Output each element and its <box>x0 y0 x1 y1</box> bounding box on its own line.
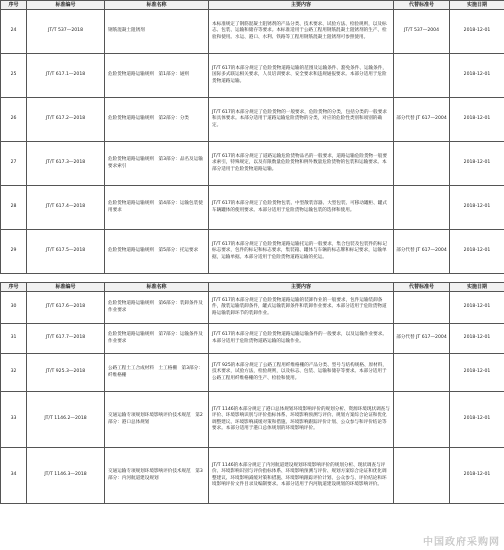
standard-code: JT/T 1146.2—2018 <box>27 392 105 448</box>
row-number: 32 <box>1 354 27 392</box>
main-content: JT/T 617的本部分规定了道路运输危险货物品名的一般要求，道路运输危险货物一般要求索引，特殊规定，以及有限数量危险货物和例外数量危险货物的包装和运输要求。本部分适用于危险货物道路运输。 <box>209 142 394 186</box>
header-date: 实施日期 <box>450 283 504 292</box>
main-content: 本标准规定了钢筋混凝土阻锈剂的产品分类、技术要求、试验方法、检验规则，以及标志、包装、运输和储存等要求。本标准适用于公路工程用钢筋混凝土阻锈剂的生产、检验和使用。水运、港口、水利、铁路等工程用钢筋混凝土阻锈剂可参照使用。 <box>209 10 394 54</box>
main-content: JT/T 925的本部分规定了公路工程用纤维格栅的产品分类、型号与结构规格、原材料，技术要求，试验方法，检验规则，以及标志、包装、运输和储存等要求。本部分适用于公路工程用纤维格栅的生产、检验和使用。 <box>209 354 394 392</box>
standard-code: JT/T 617.1—2018 <box>27 54 105 98</box>
table-row <box>1 292 504 324</box>
replaced-standard <box>394 54 450 98</box>
standard-code: JT/T 617.7—2018 <box>27 324 105 354</box>
standard-name: 危险货物道路运输规则 第7部分：运输条件及作业要求 <box>105 324 209 354</box>
main-content: JT/T 1146的本部分规定了港口总体规划环境影响评价的规划分析、资源环境现状调查与评价、环境影响识别与评价指标体系、环境影响预测与评价、规划方案综合论证和优化调整建议、环境影响减缓对策和措施、环境影响跟踪评价计划、公众参与和评价结论等要求。本部分适用于港口总体规划的环境影响评价。 <box>209 392 394 448</box>
table-row <box>1 54 504 98</box>
replaced-standard <box>394 354 450 392</box>
standard-code: JT/T 617.2—2018 <box>27 98 105 142</box>
header-row <box>1 283 504 292</box>
header-name: 标准名称 <box>105 283 209 292</box>
header-code: 标准编号 <box>27 1 105 10</box>
watermark: 中国政府采购网 <box>423 537 500 548</box>
standard-name: 钢筋混凝土阻锈剂 <box>105 10 209 54</box>
effective-date: 2018-12-01 <box>450 98 504 142</box>
main-content: JT/T 617的本部分规定了危险货物道路运输托运的一般要求，集合包装及包装件的标记标志要求，包件的标记和标志要求，集装箱、罐体与车辆的标志牌和标记要求，运输单据，运输单据。本部分适用于危险货物道路运输的托运。 <box>209 230 394 274</box>
effective-date: 2018-12-01 <box>450 354 504 392</box>
row-number: 28 <box>1 186 27 230</box>
standard-code: JT/T 617.4—2018 <box>27 186 105 230</box>
table-row <box>1 186 504 230</box>
row-number: 30 <box>1 292 27 324</box>
table-row <box>1 354 504 392</box>
table-row <box>1 230 504 274</box>
standard-code: JT/T 925.3—2018 <box>27 354 105 392</box>
main-content: JT/T 617的本部分规定了危险货物道路运输运输条件的一般要求，以及运输作业要求。本部分适用于危险货物道路运输的运输作业。 <box>209 324 394 354</box>
replaced-standard: 部分代替 JT 617—2004 <box>394 324 450 354</box>
standard-name: 公路工程土工合成材料 土工格栅 第3部分：纤维格栅 <box>105 354 209 392</box>
standard-code: JT/T 1146.3—2018 <box>27 448 105 504</box>
row-number: 24 <box>1 10 27 54</box>
header-content: 主要内容 <box>209 1 394 10</box>
header-replace: 代替标准号 <box>394 1 450 10</box>
replaced-standard <box>394 142 450 186</box>
standard-code: JT/T 537—2018 <box>27 10 105 54</box>
standard-name: 交通运输专项规划环境影响评价技术规范 第2部分：港口总体规划 <box>105 392 209 448</box>
main-content: JT/T 617的本部分规定了危险货物包装、中型散装容器、大型包装、可移动罐柜、罐式车辆罐体的使用要求。本部分适用于危险货物运输包装的选择和使用。 <box>209 186 394 230</box>
standard-name: 危险货物道路运输规则 第6部分：装卸条件及作业要求 <box>105 292 209 324</box>
replaced-standard: JT/T 537—2004 <box>394 10 450 54</box>
main-content: JT/T 617的本部分规定了危险货物的一般要求，危险货物的分类，包括分类的一般要求和具体要求。本部分适用于道路运输危险货物的分类，对应的危险性类别和项别的确定。 <box>209 98 394 142</box>
table-row <box>1 324 504 354</box>
header-date: 实施日期 <box>450 1 504 10</box>
effective-date: 2018-12-01 <box>450 292 504 324</box>
row-number: 29 <box>1 230 27 274</box>
replaced-standard: 部分代替 JT 617—2004 <box>394 98 450 142</box>
row-number: 26 <box>1 98 27 142</box>
effective-date: 2018-12-01 <box>450 142 504 186</box>
header-content: 主要内容 <box>209 283 394 292</box>
row-number: 33 <box>1 392 27 448</box>
replaced-standard <box>394 186 450 230</box>
replaced-standard <box>394 292 450 324</box>
main-content: JT/T 617的本部分规定了危险货物道路运输的装卸作业的一般要求，包件运输装卸条件，散装运输装卸条件，罐式运输装卸条件和装卸作业要求。本部分适用于危险货物道路运输装卸环节的装卸作业。 <box>209 292 394 324</box>
main-content: JT/T 617的本部分规定了危险货物道路运输的范围及运输条件、豁免条件、运输条件，国际多式联运相关要求，人员培训要求、安全要求和违规通报要求。本部分适用于危险货物道路运输。 <box>209 54 394 98</box>
effective-date: 2018-12-01 <box>450 448 504 504</box>
standard-code: JT/T 617.3—2018 <box>27 142 105 186</box>
effective-date: 2018-12-01 <box>450 392 504 448</box>
row-number: 25 <box>1 54 27 98</box>
standard-name: 危险货物道路运输规则 第5部分：托运要求 <box>105 230 209 274</box>
row-number: 34 <box>1 448 27 504</box>
standard-name: 危险货物道路运输规则 第2部分：分类 <box>105 98 209 142</box>
replaced-standard: 部分代替 JT 617—2004 <box>394 230 450 274</box>
standards-table-2 <box>0 282 504 504</box>
table-row <box>1 448 504 504</box>
header-row <box>1 1 504 10</box>
table-row <box>1 98 504 142</box>
table-row <box>1 142 504 186</box>
standard-name: 危险货物道路运输规则 第1部分：通则 <box>105 54 209 98</box>
header-no: 序号 <box>1 283 27 292</box>
table-row <box>1 10 504 54</box>
header-code: 标准编号 <box>27 283 105 292</box>
standards-table-1 <box>0 0 504 274</box>
standard-code: JT/T 617.6—2018 <box>27 292 105 324</box>
replaced-standard <box>394 448 450 504</box>
replaced-standard <box>394 392 450 448</box>
header-replace: 代替标准号 <box>394 283 450 292</box>
standard-name: 危险货物道路运输规则 第3部分：品名及运输要求索引 <box>105 142 209 186</box>
header-name: 标准名称 <box>105 1 209 10</box>
main-content: JT/T 1146的本部分规定了内河航道建设规划环境影响评价的规划分析、现状调查与评价、环境影响识别与评价指标体系、环境影响预测与评价、规划方案综合论证和优化调整建议、环境影响减缓对策和措施、环境影响跟踪评价计划、公众参与、评价结论和环境影响评价文件目录及编制要求。本部分适用于内河航道建设规划的环境影响评价。 <box>209 448 394 504</box>
header-no: 序号 <box>1 1 27 10</box>
standard-code: JT/T 617.5—2018 <box>27 230 105 274</box>
row-number: 27 <box>1 142 27 186</box>
effective-date: 2018-12-01 <box>450 186 504 230</box>
standard-name: 交通运输专项规划环境影响评价技术规范 第3部分：内河航道建设规划 <box>105 448 209 504</box>
effective-date: 2018-12-01 <box>450 54 504 98</box>
standard-name: 危险货物道路运输规则 第4部分：运输包装使用要求 <box>105 186 209 230</box>
table-row <box>1 392 504 448</box>
section-gap <box>0 274 504 282</box>
effective-date: 2018-12-01 <box>450 324 504 354</box>
row-number: 31 <box>1 324 27 354</box>
effective-date: 2018-12-01 <box>450 230 504 274</box>
effective-date: 2018-12-01 <box>450 10 504 54</box>
